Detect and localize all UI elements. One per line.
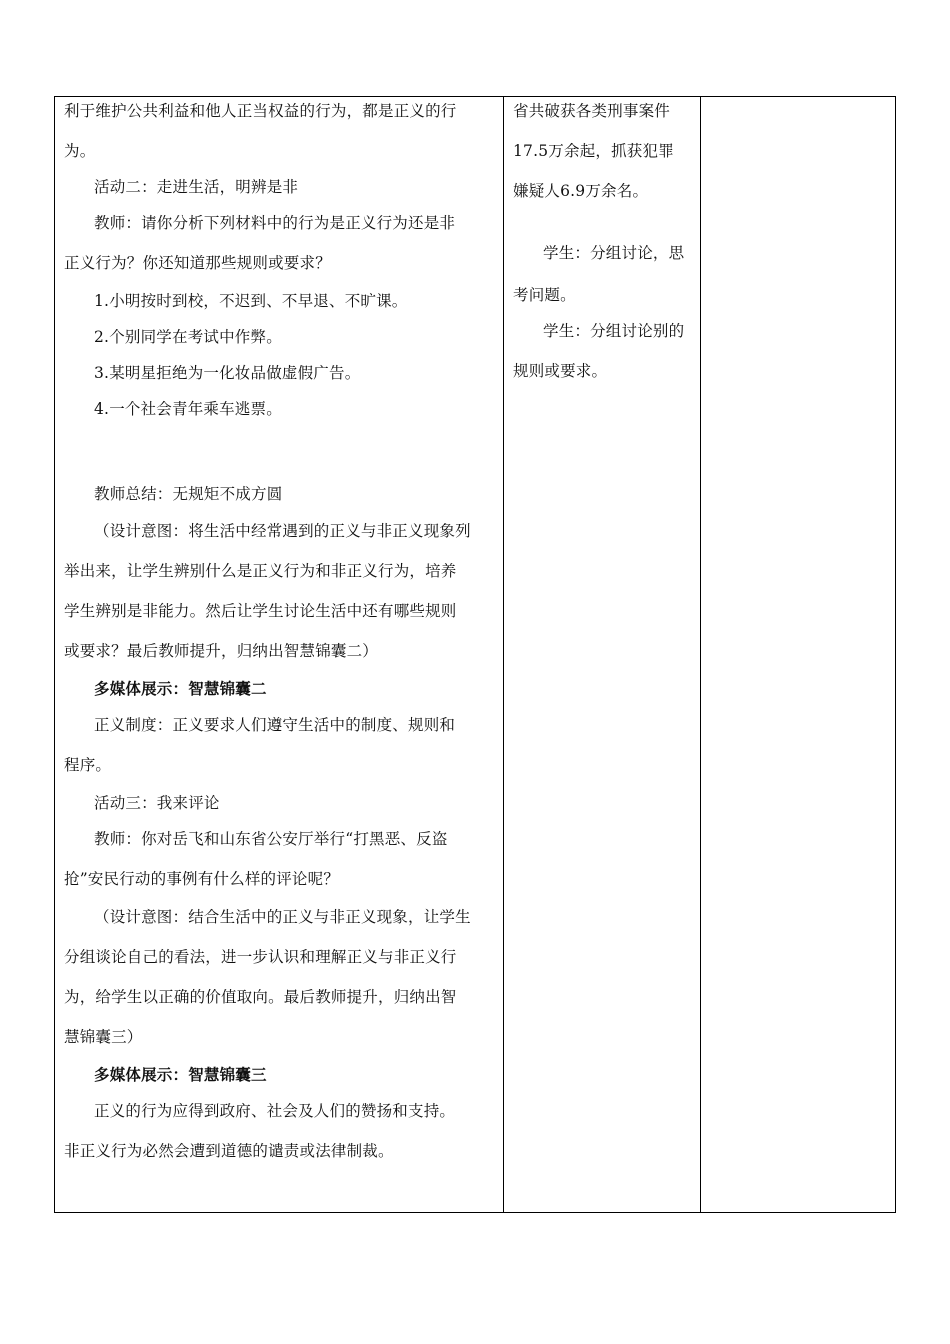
teacher-text-line: 为。 <box>64 142 96 160</box>
teacher-text-line: 举出来，让学生辨别什么是正义行为和非正义行为，培养 <box>64 562 457 580</box>
student-text-line: 嫌疑人6.9万余名。 <box>513 182 649 200</box>
teacher-text-line: 正义行为？你还知道那些规则或要求？ <box>64 254 331 272</box>
teacher-text-line: 抢”安民行动的事例有什么样的评论呢？ <box>64 870 340 888</box>
teacher-text-line: 活动三：我来评论 <box>94 794 220 812</box>
teacher-text-line: 多媒体展示：智慧锦囊二 <box>94 680 267 698</box>
teacher-text-line: 教师总结：无规矩不成方圆 <box>94 485 283 503</box>
teacher-text-line: 1.小明按时到校，不迟到、不早退、不旷课。 <box>94 292 408 310</box>
teacher-text-line: 正义制度：正义要求人们遵守生活中的制度、规则和 <box>94 716 456 734</box>
teacher-text-line: 活动二：走进生活，明辨是非 <box>94 178 299 196</box>
teacher-text-line: 程序。 <box>64 756 112 774</box>
student-text-line: 考问题。 <box>513 286 576 304</box>
student-text-line: 学生：分组讨论别的 <box>543 322 685 340</box>
teacher-text-line: 教师：你对岳飞和山东省公安厅举行“打黑恶、反盗 <box>94 830 448 848</box>
teacher-text-line: 4.一个社会青年乘车逃票。 <box>94 400 282 418</box>
teacher-text-line: 利于维护公共利益和他人正当权益的行为，都是正义的行 <box>64 102 457 120</box>
teacher-text-line: 或要求？最后教师提升，归纳出智慧锦囊二） <box>64 642 379 660</box>
teacher-text-line: 慧锦囊三） <box>64 1028 143 1046</box>
student-text-line: 学生：分组讨论，思 <box>543 244 685 262</box>
teacher-text-line: 多媒体展示：智慧锦囊三 <box>94 1066 267 1084</box>
notes-column <box>701 97 895 1212</box>
teacher-text-line: （设计意图：结合生活中的正义与非正义现象，让学生 <box>94 908 471 926</box>
teacher-activity-column <box>55 97 503 1212</box>
teacher-text-line: 正义的行为应得到政府、社会及人们的赞扬和支持。 <box>94 1102 456 1120</box>
teacher-text-line: 学生辨别是非能力。然后让学生讨论生活中还有哪些规则 <box>64 602 457 620</box>
student-text-line: 规则或要求。 <box>513 362 608 380</box>
student-text-line: 17.5万余起，抓获犯罪 <box>513 142 674 160</box>
teacher-text-line: 为，给学生以正确的价值取向。最后教师提升，归纳出智 <box>64 988 457 1006</box>
teacher-text-line: 教师：请你分析下列材料中的行为是正义行为还是非 <box>94 214 456 232</box>
teacher-text-line: 非正义行为必然会遭到道德的谴责或法律制裁。 <box>64 1142 394 1160</box>
teacher-text-line: 3.某明星拒绝为一化妆品做虚假广告。 <box>94 364 361 382</box>
teacher-text-line: （设计意图：将生活中经常遇到的正义与非正义现象列 <box>94 522 471 540</box>
lesson-plan-table <box>54 96 896 1213</box>
student-text-line: 省共破获各类刑事案件 <box>513 102 671 120</box>
student-activity-column <box>504 97 700 1212</box>
teacher-text-line: 2.个别同学在考试中作弊。 <box>94 328 282 346</box>
teacher-text-line: 分组谈论自己的看法，进一步认识和理解正义与非正义行 <box>64 948 457 966</box>
